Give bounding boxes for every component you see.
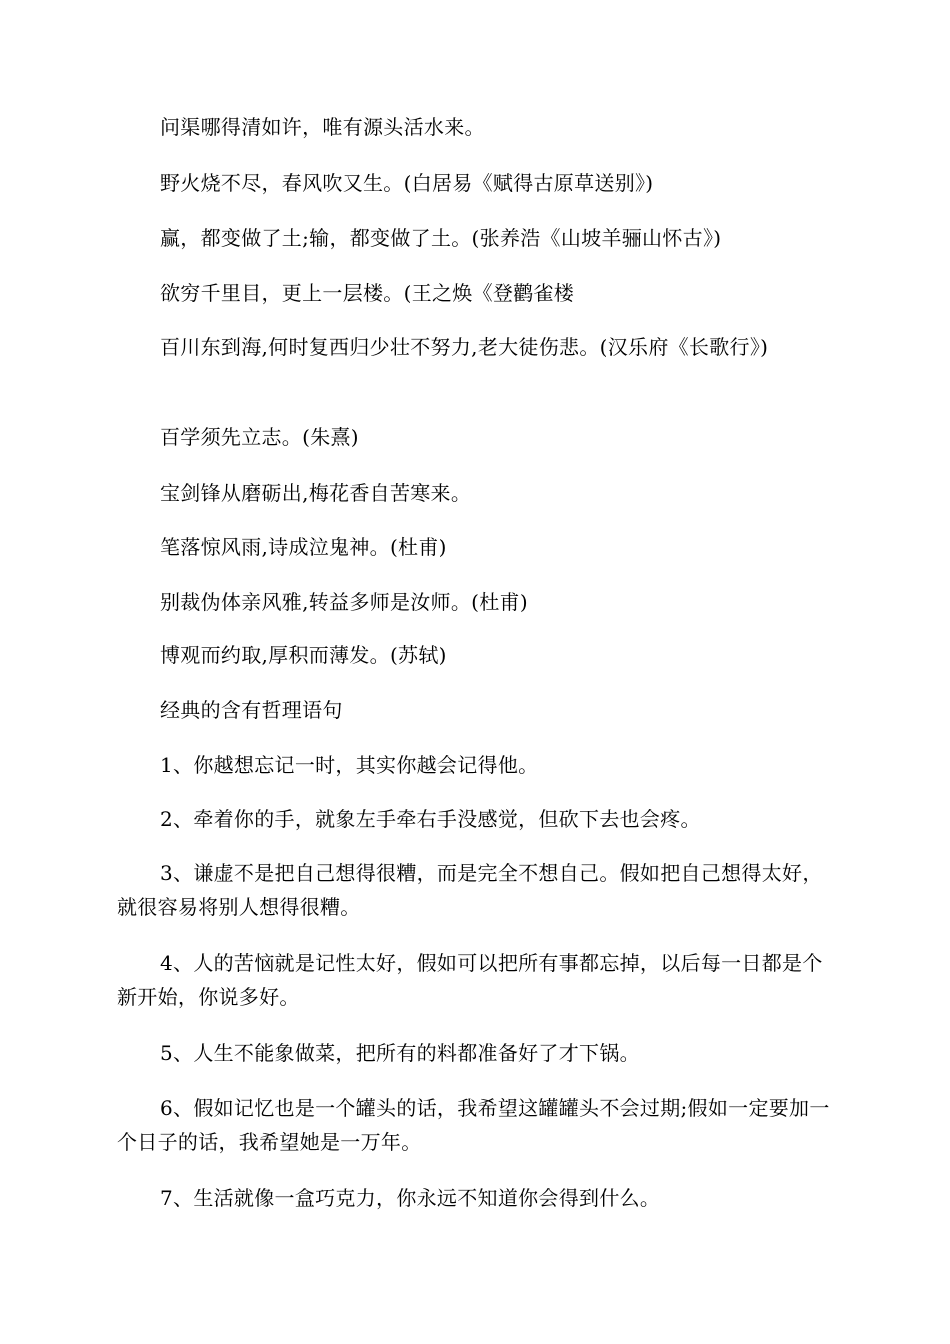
list-item-7: 7、生活就像一盒巧克力，你永远不知道你会得到什么。 <box>160 1186 661 1210</box>
list-item-6: 6、假如记忆也是一个罐头的话，我希望这罐罐头不会过期;假如一定要加一个日子的话，我希望她是一万年。 <box>117 1096 830 1154</box>
list-item-3: 3、谦虚不是把自己想得很糟，而是完全不想自己。假如把自己想得太好，就很容易将别人想得很糟。 <box>117 861 823 919</box>
paragraph-1: 问渠哪得清如许，唯有源头活水来。 <box>160 115 485 139</box>
section-heading: 经典的含有哲理语句 <box>160 698 343 722</box>
paragraph-3: 赢，都变做了土;输，都变做了土。(张养浩《山坡羊骊山怀古》) <box>160 226 722 250</box>
paragraph-5: 百川东到海,何时复西归少壮不努力,老大徒伤悲。(汉乐府《长歌行》) <box>160 335 769 359</box>
list-item-2: 2、牵着你的手，就象左手牵右手没感觉，但砍下去也会疼。 <box>160 807 701 831</box>
list-item-5: 5、人生不能象做菜，把所有的料都准备好了才下锅。 <box>160 1041 640 1065</box>
paragraph-2: 野火烧不尽，春风吹又生。(白居易《赋得古原草送别》) <box>160 171 654 195</box>
paragraph-10: 博观而约取,厚积而薄发。(苏轼) <box>160 643 447 667</box>
paragraph-8: 笔落惊风雨,诗成泣鬼神。(杜甫) <box>160 535 447 559</box>
paragraph-6: 百学须先立志。(朱熹) <box>160 425 359 449</box>
list-item-1: 1、你越想忘记一时，其实你越会记得他。 <box>160 753 539 777</box>
list-item-4: 4、人的苦恼就是记性太好，假如可以把所有事都忘掉，以后每一日都是个新开始，你说多好。 <box>117 951 823 1009</box>
paragraph-7: 宝剑锋从磨砺出,梅花香自苦寒来。 <box>160 481 472 505</box>
paragraph-9: 别裁伪体亲风雅,转益多师是汝师。(杜甫) <box>160 590 528 614</box>
paragraph-4: 欲穷千里目，更上一层楼。(王之焕《登鹳雀楼 <box>160 281 575 305</box>
